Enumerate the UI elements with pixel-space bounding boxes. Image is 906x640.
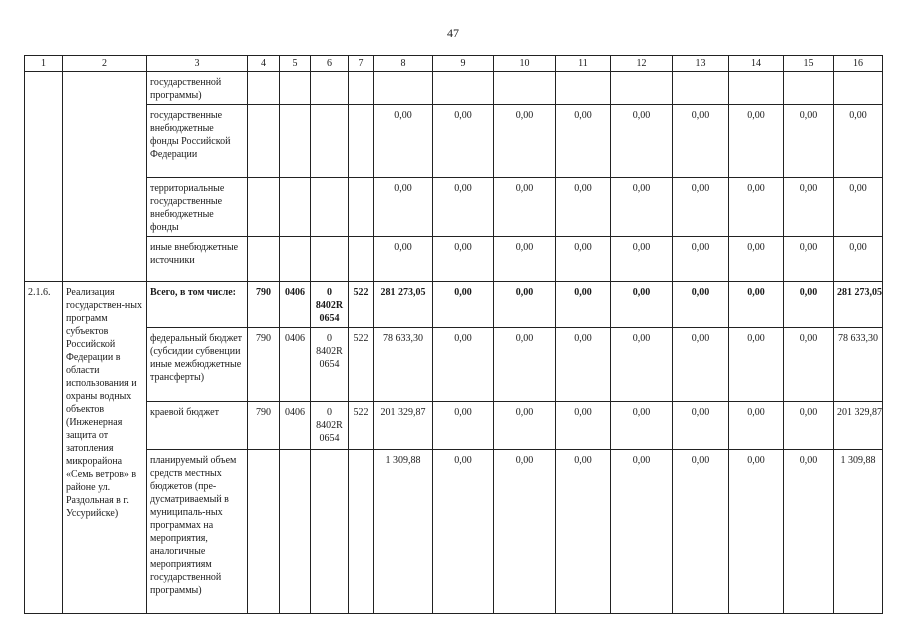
value-cell: 0,00 bbox=[374, 178, 433, 237]
source-cell: планируемый объем средств местных бюджетов (пре-дусматриваемый в муниципаль-ных программах на мероприятия, аналогичные мероприятиям государственной программы) bbox=[147, 450, 248, 614]
source-cell: территориальные государственные внебюджетные фонды bbox=[147, 178, 248, 237]
value-cell bbox=[374, 72, 433, 105]
code-cell: 790 bbox=[248, 328, 280, 402]
header-cell: 12 bbox=[611, 56, 673, 72]
header-cell: 13 bbox=[673, 56, 729, 72]
empty-cell bbox=[311, 105, 349, 178]
table-row bbox=[25, 105, 883, 178]
value-cell: 0,00 bbox=[729, 450, 784, 614]
header-cell: 11 bbox=[556, 56, 611, 72]
code-cell: 0406 bbox=[280, 402, 311, 450]
value-cell: 0,00 bbox=[433, 237, 494, 282]
header-cell: 8 bbox=[374, 56, 433, 72]
table-row bbox=[25, 237, 883, 282]
empty-cell bbox=[349, 105, 374, 178]
value-cell: 0,00 bbox=[673, 282, 729, 328]
value-cell: 0,00 bbox=[611, 105, 673, 178]
value-cell: 0,00 bbox=[556, 178, 611, 237]
value-cell: 0,00 bbox=[729, 328, 784, 402]
value-cell: 281 273,05 bbox=[374, 282, 433, 328]
value-cell: 0,00 bbox=[433, 328, 494, 402]
code-cell: 790 bbox=[248, 402, 280, 450]
code-cell: 522 bbox=[349, 282, 374, 328]
value-cell: 0,00 bbox=[784, 450, 834, 614]
source-cell: иные внебюджетные источники bbox=[147, 237, 248, 282]
empty-cell bbox=[280, 178, 311, 237]
value-cell: 0,00 bbox=[729, 282, 784, 328]
budget-table bbox=[24, 55, 883, 614]
value-cell bbox=[784, 72, 834, 105]
value-cell: 0,00 bbox=[729, 105, 784, 178]
value-cell: 0,00 bbox=[494, 282, 556, 328]
code-cell: 0 8402R 0654 bbox=[311, 328, 349, 402]
value-cell: 0,00 bbox=[784, 282, 834, 328]
value-cell: 1 309,88 bbox=[834, 450, 883, 614]
source-cell: государственные внебюджетные фонды Российской Федерации bbox=[147, 105, 248, 178]
value-cell: 0,00 bbox=[494, 328, 556, 402]
header-cell: 7 bbox=[349, 56, 374, 72]
value-cell: 0,00 bbox=[673, 105, 729, 178]
value-cell: 0,00 bbox=[556, 282, 611, 328]
value-cell: 0,00 bbox=[729, 178, 784, 237]
header-cell: 3 bbox=[147, 56, 248, 72]
empty-cell bbox=[248, 105, 280, 178]
value-cell: 0,00 bbox=[374, 105, 433, 178]
table-row bbox=[25, 178, 883, 237]
value-cell: 0,00 bbox=[784, 105, 834, 178]
value-cell: 0,00 bbox=[494, 105, 556, 178]
code-cell bbox=[280, 450, 311, 614]
empty-cell bbox=[25, 72, 63, 282]
value-cell: 78 633,30 bbox=[374, 328, 433, 402]
value-cell: 0,00 bbox=[673, 402, 729, 450]
value-cell: 0,00 bbox=[673, 328, 729, 402]
value-cell: 281 273,05 bbox=[834, 282, 883, 328]
header-cell: 10 bbox=[494, 56, 556, 72]
value-cell: 0,00 bbox=[673, 178, 729, 237]
code-cell: 522 bbox=[349, 328, 374, 402]
source-cell: Всего, в том числе: bbox=[147, 282, 248, 328]
value-cell: 0,00 bbox=[834, 237, 883, 282]
empty-cell bbox=[248, 178, 280, 237]
value-cell: 0,00 bbox=[729, 402, 784, 450]
value-cell: 0,00 bbox=[433, 450, 494, 614]
value-cell: 0,00 bbox=[834, 178, 883, 237]
value-cell bbox=[611, 72, 673, 105]
empty-cell bbox=[248, 237, 280, 282]
value-cell bbox=[729, 72, 784, 105]
source-cell: федеральный бюджет (субсидии субвенции иные межбюджетные трансферты) bbox=[147, 328, 248, 402]
table-row bbox=[25, 450, 883, 614]
code-cell: 522 bbox=[349, 402, 374, 450]
value-cell: 0,00 bbox=[556, 237, 611, 282]
empty-cell bbox=[349, 237, 374, 282]
value-cell: 0,00 bbox=[673, 450, 729, 614]
value-cell bbox=[433, 72, 494, 105]
header-cell: 5 bbox=[280, 56, 311, 72]
value-cell: 0,00 bbox=[673, 237, 729, 282]
value-cell bbox=[834, 72, 883, 105]
empty-cell bbox=[248, 72, 280, 105]
value-cell: 0,00 bbox=[784, 178, 834, 237]
item-name: Реализация государствен-ных программ субъектов Российской Федерации в области использования и охраны водных объектов (Инженерная защита от затопления микрорайона «Семь ветров» в районе ул. Раздольная в г. Уссурийске) bbox=[63, 282, 147, 614]
value-cell: 0,00 bbox=[611, 178, 673, 237]
header-cell: 1 bbox=[25, 56, 63, 72]
table-row bbox=[25, 328, 883, 402]
source-cell: государственной программы) bbox=[147, 72, 248, 105]
source-cell: краевой бюджет bbox=[147, 402, 248, 450]
empty-cell bbox=[349, 72, 374, 105]
value-cell: 0,00 bbox=[494, 450, 556, 614]
empty-cell bbox=[280, 237, 311, 282]
header-cell: 4 bbox=[248, 56, 280, 72]
value-cell: 78 633,30 bbox=[834, 328, 883, 402]
header-cell: 16 bbox=[834, 56, 883, 72]
value-cell: 201 329,87 bbox=[834, 402, 883, 450]
code-cell: 0406 bbox=[280, 282, 311, 328]
value-cell: 0,00 bbox=[556, 105, 611, 178]
table-row bbox=[25, 72, 883, 105]
header-row bbox=[25, 56, 883, 72]
value-cell: 201 329,87 bbox=[374, 402, 433, 450]
value-cell: 0,00 bbox=[556, 402, 611, 450]
page-number: 47 bbox=[447, 26, 459, 40]
header-cell: 14 bbox=[729, 56, 784, 72]
empty-cell bbox=[311, 178, 349, 237]
value-cell: 0,00 bbox=[611, 282, 673, 328]
value-cell: 0,00 bbox=[784, 328, 834, 402]
table-row bbox=[25, 282, 883, 328]
code-cell bbox=[248, 450, 280, 614]
code-cell bbox=[349, 450, 374, 614]
header-cell: 6 bbox=[311, 56, 349, 72]
empty-cell bbox=[349, 178, 374, 237]
value-cell bbox=[494, 72, 556, 105]
table-row bbox=[25, 402, 883, 450]
code-cell: 0 8402R 0654 bbox=[311, 402, 349, 450]
empty-cell bbox=[280, 105, 311, 178]
header-cell: 9 bbox=[433, 56, 494, 72]
value-cell bbox=[673, 72, 729, 105]
value-cell: 0,00 bbox=[556, 450, 611, 614]
value-cell: 0,00 bbox=[784, 237, 834, 282]
code-cell bbox=[311, 450, 349, 614]
empty-cell bbox=[63, 72, 147, 282]
value-cell: 0,00 bbox=[556, 328, 611, 402]
value-cell: 0,00 bbox=[433, 402, 494, 450]
value-cell: 1 309,88 bbox=[374, 450, 433, 614]
value-cell: 0,00 bbox=[374, 237, 433, 282]
item-number: 2.1.6. bbox=[25, 282, 63, 614]
value-cell: 0,00 bbox=[611, 402, 673, 450]
value-cell: 0,00 bbox=[611, 328, 673, 402]
value-cell: 0,00 bbox=[611, 450, 673, 614]
value-cell: 0,00 bbox=[834, 105, 883, 178]
value-cell: 0,00 bbox=[433, 105, 494, 178]
empty-cell bbox=[280, 72, 311, 105]
code-cell: 0406 bbox=[280, 328, 311, 402]
empty-cell bbox=[311, 237, 349, 282]
value-cell: 0,00 bbox=[494, 178, 556, 237]
value-cell: 0,00 bbox=[494, 402, 556, 450]
value-cell: 0,00 bbox=[494, 237, 556, 282]
value-cell: 0,00 bbox=[433, 282, 494, 328]
header-cell: 15 bbox=[784, 56, 834, 72]
code-cell: 0 8402R 0654 bbox=[311, 282, 349, 328]
code-cell: 790 bbox=[248, 282, 280, 328]
value-cell: 0,00 bbox=[433, 178, 494, 237]
value-cell: 0,00 bbox=[729, 237, 784, 282]
value-cell: 0,00 bbox=[784, 402, 834, 450]
value-cell: 0,00 bbox=[611, 237, 673, 282]
empty-cell bbox=[311, 72, 349, 105]
value-cell bbox=[556, 72, 611, 105]
header-cell: 2 bbox=[63, 56, 147, 72]
